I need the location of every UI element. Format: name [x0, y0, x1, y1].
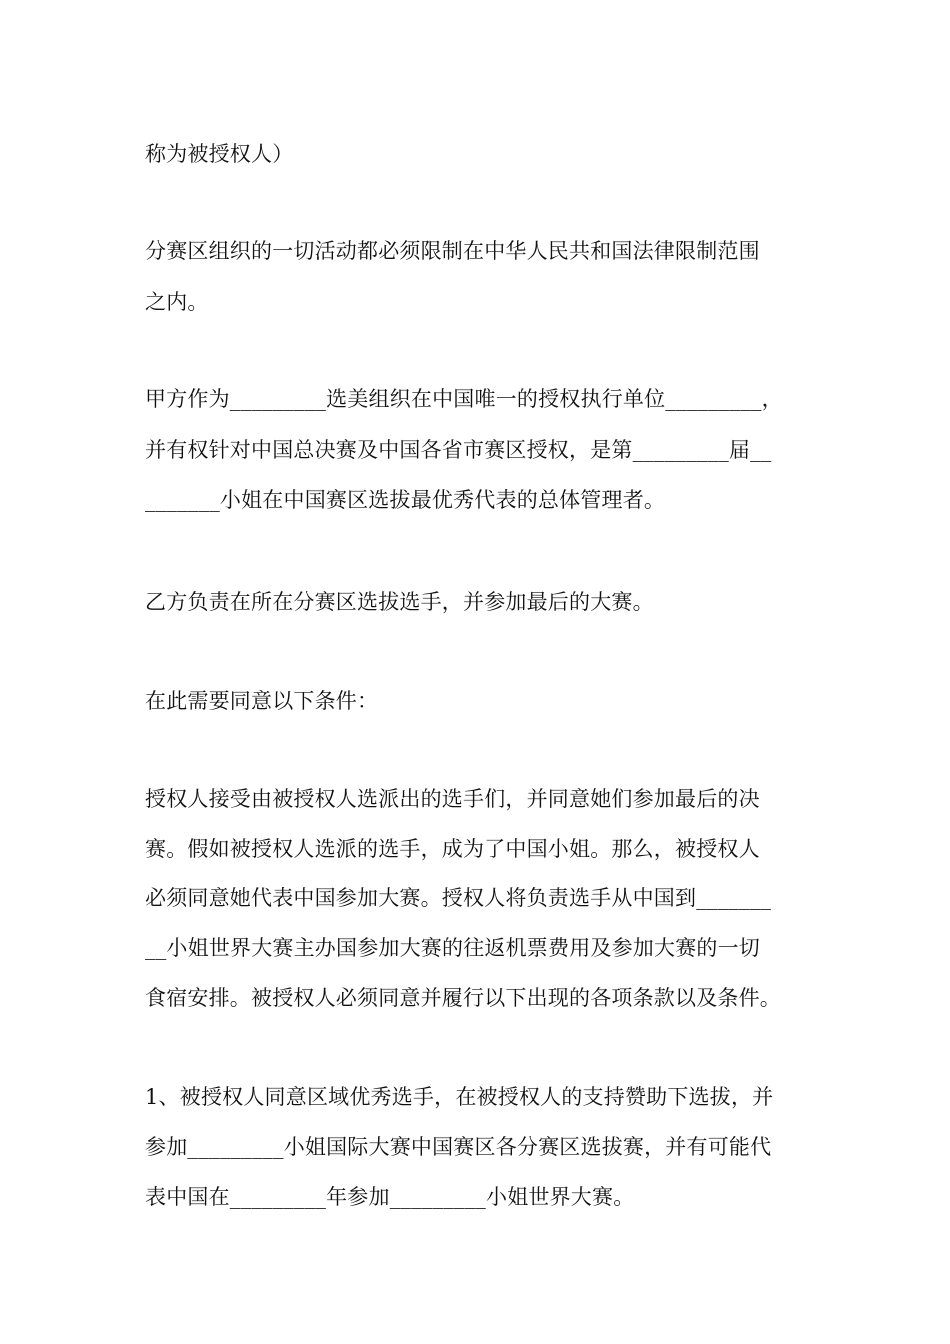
- text-line: 授权人接受由被授权人选派出的选手们，并同意她们参加最后的决: [145, 787, 760, 811]
- text-line: 赛。假如被授权人选派的选手，成为了中国小姐。那么，被授权人: [145, 837, 760, 861]
- text-line: 1、被授权人同意区域优秀选手，在被授权人的支持赞助下选拔，并: [145, 1085, 774, 1109]
- text-line: _______小姐在中国赛区选拔最优秀代表的总体管理者。: [145, 488, 666, 512]
- text-line: 分赛区组织的一切活动都必须限制在中华人民共和国法律限制范围: [145, 239, 760, 263]
- text-line: 必须同意她代表中国参加大赛。授权人将负责选手从中国到_______: [145, 886, 772, 910]
- text-line: 并有权针对中国总决赛及中国各省市赛区授权，是第_________届__: [145, 438, 772, 462]
- text-line: __小姐世界大赛主办国参加大赛的往返机票费用及参加大赛的一切: [145, 936, 760, 960]
- text-line: 参加_________小姐国际大赛中国赛区各分赛区选拔赛，并有可能代: [145, 1135, 772, 1159]
- text-line: 称为被授权人）: [145, 142, 294, 166]
- text-line: 甲方作为_________选美组织在中国唯一的授权执行单位_________，: [145, 387, 783, 411]
- text-line: 乙方负责在所在分赛区选拔选手，并参加最后的大赛。: [145, 590, 654, 614]
- text-line: 之内。: [145, 290, 209, 314]
- text-line: 表中国在_________年参加_________小姐世界大赛。: [145, 1185, 635, 1209]
- text-line: 食宿安排。被授权人必须同意并履行以下出现的各项条款以及条件。: [145, 986, 781, 1010]
- text-line: 在此需要同意以下条件：: [145, 689, 379, 713]
